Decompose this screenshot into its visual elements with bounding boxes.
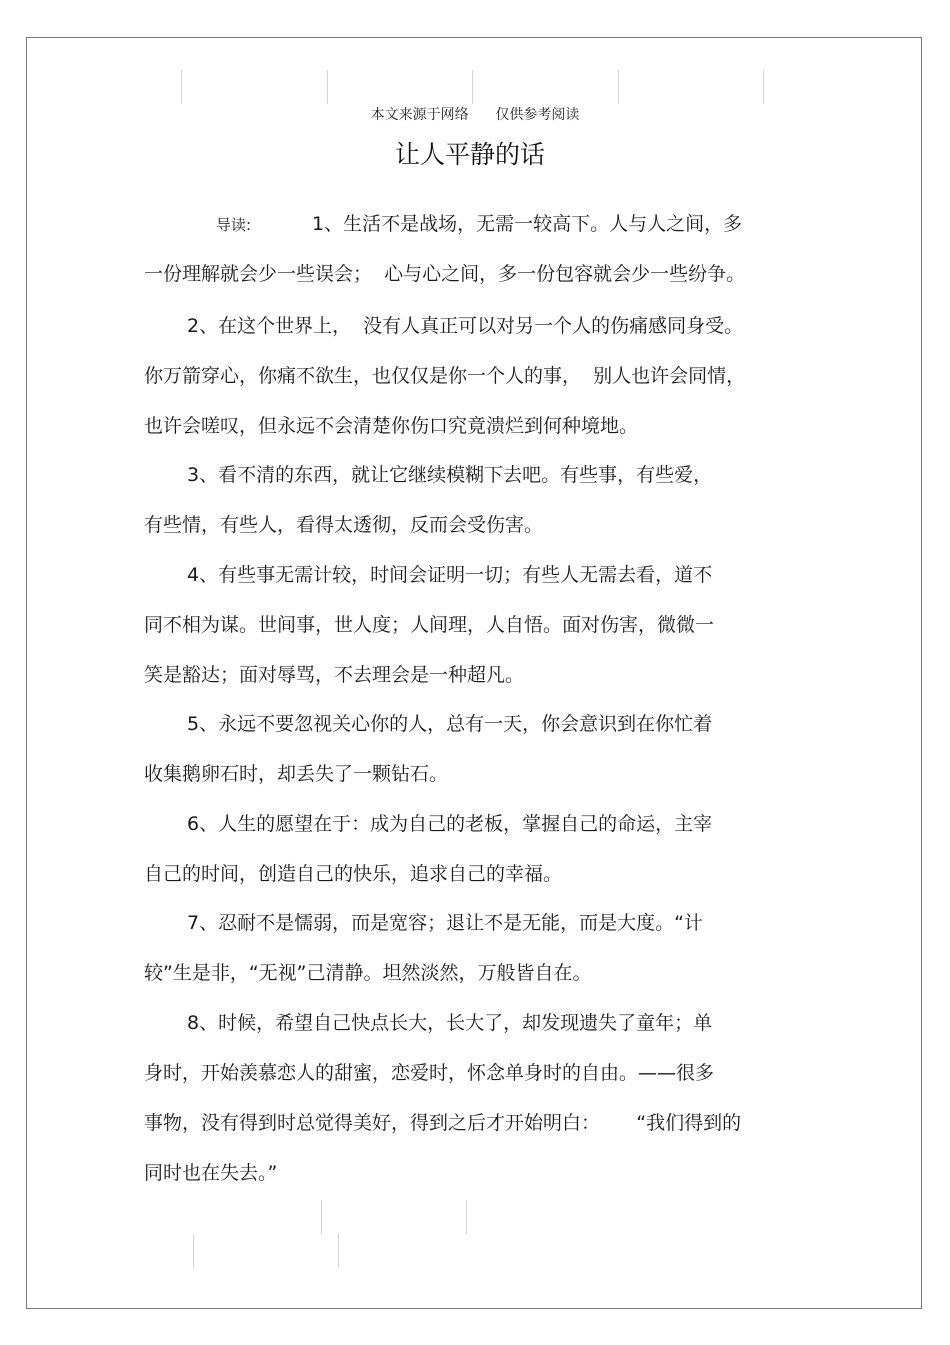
paragraph-line: 4、有些事无需计较，时间会证明一切；有些人无需去看，道不 xyxy=(187,564,713,586)
paragraph-line: 自己的时间，创造自己的快乐，追求自己的幸福。 xyxy=(144,863,563,885)
top-rule-1 xyxy=(181,70,182,104)
paragraph-line: 收集鹅卵石时，却丢失了一颗钻石。 xyxy=(144,763,449,785)
bottom-rule-4 xyxy=(338,1234,339,1268)
page-title: 让人平静的话 xyxy=(394,140,545,169)
intro-label: 导读: xyxy=(216,216,252,234)
paragraph-line: 也许会嗟叹，但永远不会清楚你伤口究竟溃烂到何种境地。 xyxy=(144,415,639,437)
bottom-rule-2 xyxy=(466,1200,467,1234)
bottom-rule-1 xyxy=(321,1200,322,1234)
paragraph-line: 5、永远不要忽视关心你的人，总有一天，你会意识到在你忙着 xyxy=(187,713,713,735)
paragraph-line: 2、在这个世界上， 没有人真正可以对另一个人的伤痛感同身受。 xyxy=(187,315,744,337)
intro-first-line: 1、生活不是战场，无需一较高下。人与人之间，多 xyxy=(312,213,743,235)
paragraph-line: 6、人生的愿望在于：成为自己的老板，掌握自己的命运，主宰 xyxy=(187,813,713,835)
paragraph-line: 笑是豁达；面对辱骂，不去理会是一种超凡。 xyxy=(144,664,525,686)
paragraph-line: 你万箭穿心，你痛不欲生，也仅仅是你一个人的事， 别人也许会同情， xyxy=(144,365,746,387)
paragraph-line: 同不相为谋。世间事，世人度；人间理，人自悟。面对伤害，微微一 xyxy=(144,614,715,636)
paragraph-line: 事物，没有得到时总觉得美好，得到之后才开始明白： “我们得到的 xyxy=(144,1112,742,1134)
paragraph-line: 身时，开始羡慕恋人的甜蜜，恋爱时，怀念单身时的自由。——很多 xyxy=(144,1062,715,1084)
top-rule-4 xyxy=(618,70,619,104)
paragraph-line: 8、时候，希望自己快点长大，长大了，却发现遗失了童年；单 xyxy=(187,1012,713,1034)
bottom-rule-3 xyxy=(193,1234,194,1268)
paragraph-line: 3、看不清的东西，就让它继续模糊下去吧。有些事，有些爱， xyxy=(187,464,713,486)
top-rule-2 xyxy=(327,70,328,104)
paragraph-line: 7、忍耐不是懦弱，而是宽容；退让不是无能，而是大度。“计 xyxy=(187,912,703,934)
source-note: 本文来源于网络 仅供参考阅读 xyxy=(370,107,580,123)
paragraph-line: 较”生是非，“无视”己清静。坦然淡然，万般皆自在。 xyxy=(144,962,592,984)
intro-second-line: 一份理解就会少一些误会； 心与心之间，多一份包容就会少一些纷争。 xyxy=(144,263,746,285)
top-rule-5 xyxy=(763,70,764,104)
top-rule-3 xyxy=(472,70,473,104)
paragraph-line: 有些情，有些人，看得太透彻，反而会受伤害。 xyxy=(144,514,544,536)
paragraph-line: 同时也在失去。” xyxy=(144,1162,278,1184)
